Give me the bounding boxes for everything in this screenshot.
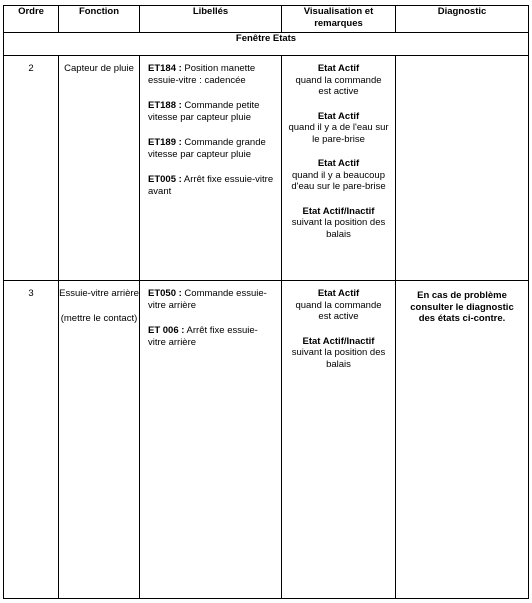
- fonction-cell: [59, 281, 140, 599]
- state-remark: quand il y a de l'eau sur le pare-brise: [288, 122, 389, 145]
- fonction-label: Capteur de pluie: [64, 63, 134, 74]
- libelle-code: ET050 :: [148, 288, 182, 299]
- libelle-code: ET005 :: [148, 174, 182, 185]
- diagnostic-cell: [396, 56, 529, 281]
- state-remark: suivant la position des balais: [291, 217, 386, 240]
- header-diagnostic: Diagnostic: [396, 6, 529, 33]
- libelle-entry: [148, 288, 275, 311]
- libelle-entry: [148, 174, 275, 197]
- diagnostic-cell: En cas de problème consulter le diagnostic des états ci-contre.: [396, 281, 529, 599]
- libelle-code: ET184 :: [148, 63, 182, 74]
- visualisation-entry: [288, 336, 389, 371]
- section-row: [4, 33, 529, 56]
- libelle-text: Arrêt fixe essuie-vitre avant: [148, 174, 274, 197]
- libelle-text: Commande petite vitesse par capteur pluie: [148, 100, 260, 123]
- libelle-code: ET188 :: [148, 100, 182, 111]
- state-remark: quand la commande est active: [295, 74, 382, 97]
- libelle-text: Arrêt fixe essuie-vitre arrière: [148, 325, 258, 348]
- ordre-cell: 3: [4, 281, 59, 599]
- libelle-text: Commande essuie-vitre arrière: [148, 288, 267, 311]
- state-remark: suivant la position des balais: [291, 347, 386, 370]
- libelle-entry: [148, 137, 275, 160]
- state-label: Etat Actif: [317, 288, 360, 299]
- visualisation-entry: [288, 206, 389, 241]
- state-remark: quand il y a beaucoup d'eau sur le pare-brise: [291, 169, 386, 192]
- libelle-entry: [148, 325, 275, 348]
- visualisation-entry: [288, 288, 389, 323]
- header-row: [4, 6, 529, 33]
- section-title: Fenêtre Etats: [4, 33, 529, 56]
- ordre-cell: 2: [4, 56, 59, 281]
- header-fonction: Fonction: [59, 6, 140, 33]
- visualisation-cell: [282, 56, 396, 281]
- libelles-cell: [140, 281, 282, 599]
- visualisation-entry: [288, 158, 389, 193]
- table-row: [4, 281, 529, 599]
- visualisation-entry: [288, 63, 389, 98]
- states-table: [3, 5, 529, 599]
- state-label: Etat Actif/Inactif: [302, 335, 375, 347]
- state-remark: quand la commande est active: [295, 299, 382, 322]
- libelle-text: Commande grande vitesse par capteur pluie: [148, 137, 266, 160]
- libelle-code: ET 006 :: [148, 325, 185, 336]
- libelle-text: Position manette essuie-vitre : cadencée: [148, 63, 256, 86]
- fonction-label: Essuie-vitre arrière: [59, 288, 139, 299]
- header-visualisation: Visualisation et remarques: [282, 6, 396, 33]
- libelle-code: ET189 :: [148, 137, 182, 148]
- header-libelles: Libellés: [140, 6, 282, 33]
- libelles-cell: [140, 56, 282, 281]
- state-label: Etat Actif: [317, 110, 360, 122]
- libelle-entry: [148, 63, 275, 86]
- fonction-note: (mettre le contact): [60, 312, 138, 324]
- state-label: Etat Actif: [317, 63, 360, 74]
- visualisation-entry: [288, 111, 389, 146]
- state-label: Etat Actif: [317, 158, 360, 169]
- fonction-cell: [59, 56, 140, 281]
- header-ordre: Ordre: [4, 6, 59, 33]
- libelle-entry: [148, 100, 275, 123]
- table-row: [4, 56, 529, 281]
- visualisation-cell: [282, 281, 396, 599]
- state-label: Etat Actif/Inactif: [302, 205, 375, 217]
